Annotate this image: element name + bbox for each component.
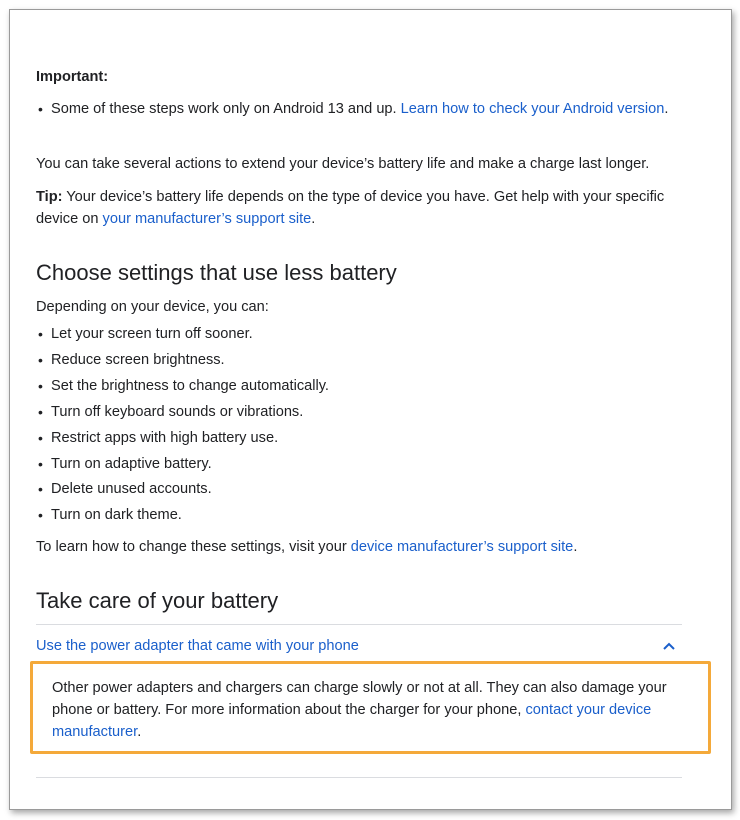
list-item: • Turn on adaptive battery.: [38, 455, 212, 472]
list-item: • Turn on dark theme.: [38, 507, 182, 524]
important-label: Important:: [36, 69, 109, 85]
list-item: • Restrict apps with high battery use.: [38, 429, 279, 446]
section-heading-less-battery: Choose settings that use less battery: [36, 260, 397, 285]
list-item: • Let your screen turn off sooner.: [38, 326, 253, 342]
intro-paragraph: You can take several actions to extend your device’s battery life and make a charge last longer.: [36, 156, 650, 172]
bullet-dot: •: [38, 101, 43, 117]
tip-paragraph: Tip: Your device’s battery life depends on the type of device you have. Get help with your specific device on your manufacturer’s support site.: [36, 189, 665, 227]
settings-list: [36, 322, 676, 529]
divider: [36, 624, 682, 625]
check-android-version-link[interactable]: Learn how to check your Android version: [400, 101, 665, 117]
device-manufacturer-support-link[interactable]: device manufacturer’s support site: [350, 539, 574, 555]
settings-outro: To learn how to change these settings, visit your device manufacturer’s support site.: [36, 539, 578, 555]
chevron-up-icon[interactable]: [662, 641, 676, 651]
contact-manufacturer-link[interactable]: contact your device manufacturer: [52, 702, 652, 740]
accordion-title[interactable]: Use the power adapter that came with your phone: [36, 638, 359, 654]
list-item: • Set the brightness to change automatically.: [38, 377, 329, 394]
divider: [36, 777, 682, 778]
important-bullet-text: Some of these steps work only on Android 13 and up.: [51, 101, 397, 117]
settings-lead: Depending on your device, you can:: [36, 299, 269, 315]
accordion-header-power-adapter[interactable]: [36, 635, 682, 661]
tip-label: Tip:: [36, 189, 63, 205]
section-heading-battery-care: Take care of your battery: [36, 588, 279, 613]
list-item: • Reduce screen brightness.: [38, 351, 225, 368]
manufacturer-support-link[interactable]: your manufacturer’s support site: [102, 211, 312, 227]
list-item: • Turn off keyboard sounds or vibrations.: [38, 403, 304, 420]
accordion-panel-text: Other power adapters and chargers can charge slowly or not at all. They can also damage your phone or battery. For more information about the charger for your phone, contact your device manufacturer.: [52, 680, 667, 740]
important-list: [36, 98, 676, 120]
page-frame: [9, 9, 732, 810]
list-item: • Delete unused accounts.: [38, 481, 212, 498]
tip-text: Your device’s battery life depends on the type of device you have. Get help with your specific device on: [36, 189, 665, 227]
list-item: • Some of these steps work only on Android 13 and up. Learn how to check your Android version.: [36, 98, 676, 120]
